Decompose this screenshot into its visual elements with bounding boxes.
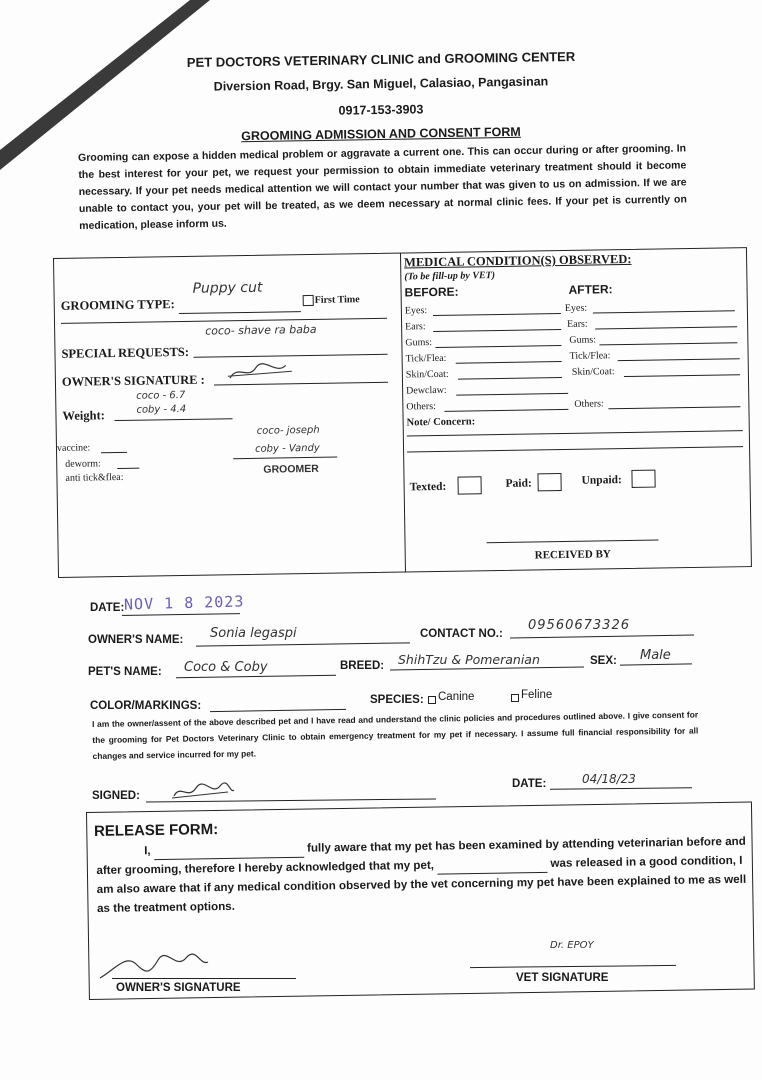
- vaccine-line: [101, 452, 127, 453]
- release-text-3: was released in a good condition, I am also aware that if any medical condition observed by the vet concerning my pet have been explained to me as well as the treatment options.: [96, 853, 747, 915]
- owner-signature-label: OWNER'S SIGNATURE :: [61, 372, 205, 389]
- pet-name-label: PET'S NAME:: [88, 666, 162, 678]
- breed-line: [390, 666, 584, 670]
- medical-title: MEDICAL CONDITION(S) OBSERVED:: [404, 251, 632, 270]
- before-skin-label: Skin/Coat:: [405, 368, 449, 381]
- before-dewclaw-line: [456, 393, 568, 396]
- release-paragraph: [96, 832, 747, 918]
- contact-value: 09560673326: [528, 618, 630, 633]
- release-pet-blank[interactable]: [437, 872, 547, 875]
- after-ears-line: [595, 326, 737, 329]
- received-by-line: [487, 540, 659, 544]
- after-gums-label: Gums:: [569, 334, 597, 346]
- received-by-label: RECEIVED BY: [534, 548, 611, 562]
- weight-line: [115, 418, 233, 421]
- owner-signature-scribble: [226, 361, 296, 382]
- before-others-label: Others:: [406, 401, 436, 413]
- texted-checkbox[interactable]: [457, 476, 481, 494]
- scan-fold-paper: [0, 0, 190, 150]
- canine-label: Canine: [438, 691, 475, 703]
- note-line-1: [407, 430, 743, 436]
- signed-date-line: [550, 787, 692, 789]
- release-title: RELEASE FORM:: [93, 821, 219, 840]
- color-markings-label: COLOR/MARKINGS:: [90, 700, 202, 712]
- contact-label: CONTACT NO.:: [420, 628, 503, 640]
- texted-label: Texted:: [409, 480, 447, 494]
- after-others-label: Others:: [574, 398, 604, 410]
- before-eyes-line: [433, 313, 561, 316]
- after-skin-line: [624, 374, 740, 377]
- feline-label: Feline: [521, 689, 553, 701]
- release-owner-blank[interactable]: [154, 857, 304, 860]
- grooming-type-label: GROOMING TYPE:: [60, 297, 175, 313]
- date-line: [122, 613, 240, 616]
- sex-value: Male: [640, 648, 671, 663]
- weight-value-coco: coco - 6.7: [136, 389, 186, 402]
- before-dewclaw-label: Dewclaw:: [406, 384, 447, 397]
- after-ears-label: Ears:: [567, 318, 588, 330]
- owner-name-label: OWNER'S NAME:: [88, 634, 184, 646]
- after-others-line: [608, 406, 740, 409]
- breed-value: ShihTzu & Pomeranian: [398, 652, 540, 667]
- signed-date-label: DATE:: [512, 778, 547, 790]
- weight-label: Weight:: [62, 408, 105, 423]
- unpaid-checkbox[interactable]: [631, 470, 655, 488]
- owner-name-line: [196, 642, 410, 646]
- groomer-label: GROOMER: [263, 462, 319, 476]
- signed-label: SIGNED:: [92, 790, 140, 802]
- unpaid-label: Unpaid:: [581, 474, 622, 487]
- canine-checkbox[interactable]: [428, 696, 436, 704]
- grooming-type-value: Puppy cut: [192, 279, 263, 297]
- release-owner-signature-label: OWNER'S SIGNATURE: [116, 982, 241, 994]
- grooming-type-line: [179, 311, 301, 314]
- contact-line: [510, 635, 694, 639]
- vet-signature-label: VET SIGNATURE: [516, 972, 609, 984]
- before-gums-label: Gums:: [405, 337, 433, 349]
- clinic-phone: 0917-153-3903: [338, 102, 424, 118]
- before-gums-line: [435, 345, 561, 348]
- antitick-label: anti tick&flea:: [65, 471, 124, 484]
- sex-label: SEX:: [590, 655, 617, 667]
- after-tick-label: Tick/Flea:: [569, 350, 611, 362]
- release-text-2: fully aware that my pet has been examined by attending veterinarian before and after grooming, therefore I hereby acknowledged that my pet,: [96, 834, 746, 877]
- paid-checkbox[interactable]: [537, 473, 561, 491]
- groomer-value-coco: coco- joseph: [256, 424, 320, 437]
- clinic-name: PET DOCTORS VETERINARY CLINIC and GROOMING CENTER: [186, 48, 576, 71]
- release-text-1: I,: [144, 844, 151, 858]
- pet-name-line: [176, 675, 336, 679]
- feline-checkbox[interactable]: [511, 694, 519, 702]
- before-tick-line: [456, 361, 562, 364]
- intro-paragraph: Grooming can expose a hidden medical problem or aggravate a current one. This can occur during or after grooming. In the best interest for your pet, we request your permission to obtain immediate veterinary treatment should it become necessary. If your pet needs medical attention we will contact your number that was given to us on admission. If we are unable to contact you, your pet will be treated, as we deem necessary at normal clinic fees. If your pet is currently on medication, please inform us.: [78, 142, 687, 232]
- special-requests-value: coco- shave ra baba: [205, 322, 317, 338]
- after-label: AFTER:: [568, 282, 613, 297]
- before-tick-label: Tick/Flea:: [405, 352, 447, 365]
- pet-name-value: Coco & Coby: [184, 660, 268, 675]
- signed-date-value: 04/18/23: [582, 772, 636, 786]
- clinic-address: Diversion Road, Brgy. San Miguel, Calasiao, Pangasinan: [213, 74, 549, 94]
- breed-label: BREED:: [340, 660, 385, 672]
- note-line-2: [407, 446, 743, 452]
- before-others-line: [444, 409, 568, 412]
- release-owner-signature-line: [112, 978, 296, 979]
- before-skin-line: [458, 377, 562, 380]
- form-title: GROOMING ADMISSION AND CONSENT FORM: [241, 124, 521, 144]
- first-time-label: First Time: [314, 294, 360, 306]
- after-skin-label: Skin/Coat:: [571, 366, 615, 378]
- note-label: Note/ Concern:: [406, 416, 476, 429]
- before-label: BEFORE:: [404, 284, 459, 300]
- special-requests-label: SPECIAL REQUESTS:: [61, 344, 190, 361]
- medical-subtitle: (To be fill-up by VET): [404, 270, 496, 283]
- after-eyes-label: Eyes:: [564, 302, 588, 314]
- sex-line: [620, 663, 692, 665]
- before-eyes-label: Eyes:: [404, 305, 428, 317]
- first-time-checkbox[interactable]: [303, 295, 314, 306]
- grooming-medical-box: [53, 247, 752, 578]
- date-label: DATE:: [90, 602, 125, 614]
- vet-signature-value: Dr. EPOY: [550, 940, 594, 951]
- consent-paragraph: I am the owner/assent of the above described pet and I have read and understand the clinic policies and procedures outlined above. I give consent for the grooming for Pet Doctors Veterinary Clinic to obtain emergency treatment for my pet if necessary. I assume full financial responsibility for all changes and service incurred for my pet.: [92, 709, 699, 761]
- groomer-line: [233, 457, 337, 460]
- date-stamp: NOV 1 8 2023: [123, 592, 245, 614]
- owner-name-value: Sonia legaspi: [210, 626, 297, 641]
- box-divider: [400, 254, 406, 572]
- deworm-label: deworm:: [65, 458, 101, 470]
- groomer-value-coby: coby - Vandy: [254, 442, 320, 455]
- paid-label: Paid:: [505, 477, 532, 490]
- before-ears-line: [433, 329, 561, 332]
- signed-signature-scribble: [168, 780, 238, 802]
- after-eyes-line: [593, 310, 735, 313]
- weight-value-coby: coby - 4.4: [136, 403, 187, 416]
- after-gums-line: [599, 342, 737, 345]
- before-ears-label: Ears:: [405, 321, 426, 333]
- special-requests-line: [194, 354, 388, 358]
- species-label: SPECIES:: [370, 694, 424, 706]
- grooming-extra-line: [61, 318, 387, 324]
- deworm-line: [117, 468, 139, 469]
- after-tick-line: [618, 358, 740, 361]
- vaccine-label: vaccine:: [56, 442, 91, 454]
- owner-signature-line: [214, 382, 388, 386]
